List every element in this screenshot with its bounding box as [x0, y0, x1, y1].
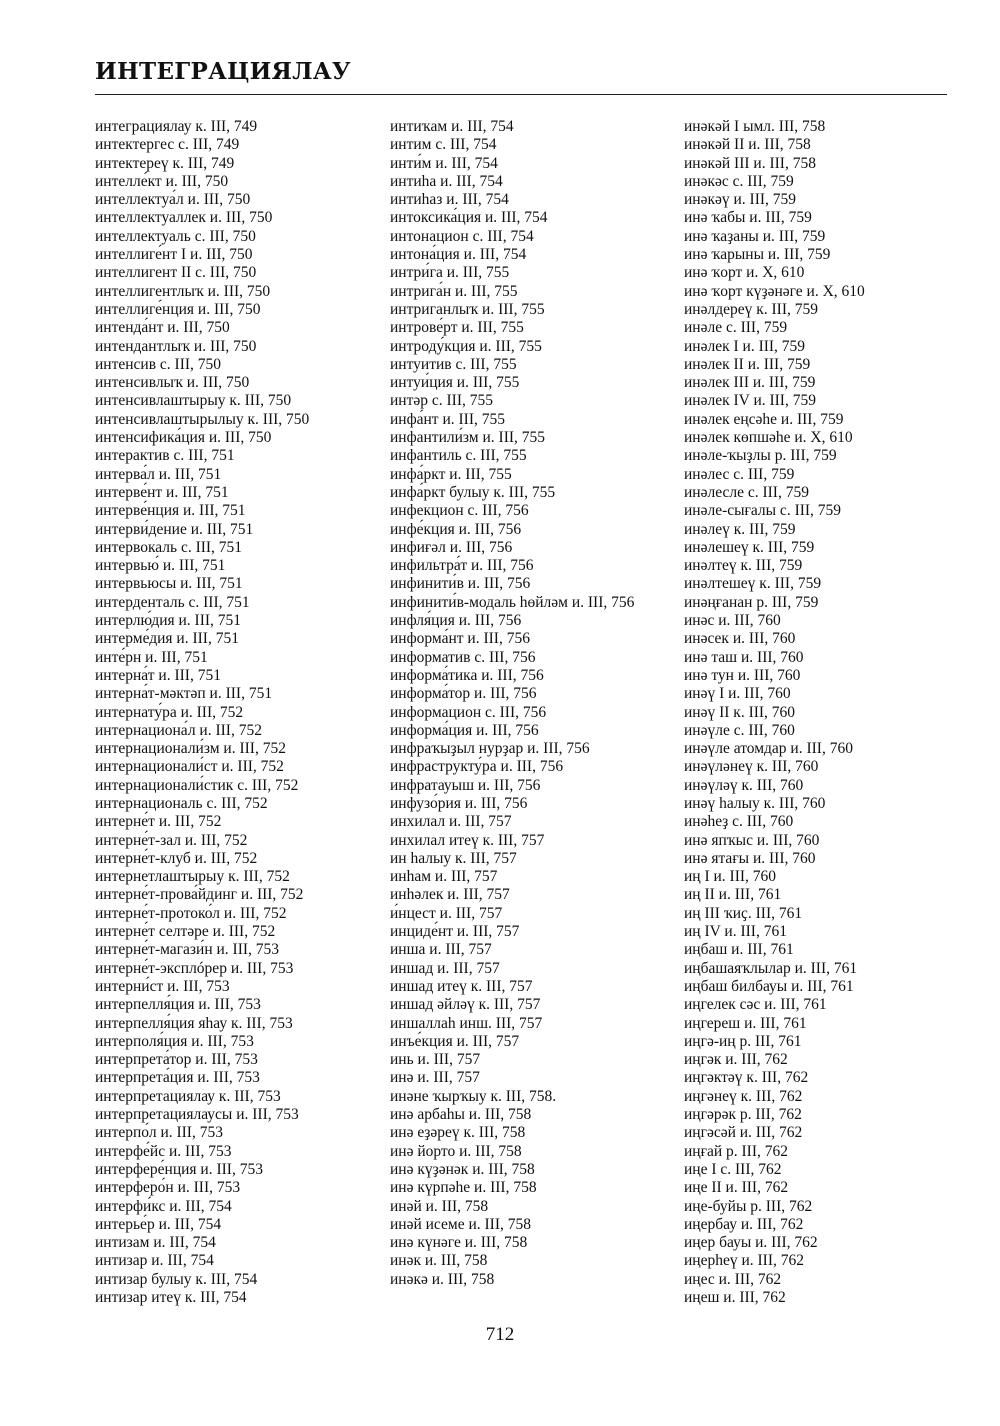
dictionary-entry: иң I и. III, 760 [684, 868, 777, 886]
dictionary-entry: интерферо́н и. III, 753 [95, 1179, 241, 1197]
dictionary-entry: иңбаш и. III, 761 [684, 941, 794, 959]
dictionary-entry: инәүле с. III, 760 [684, 721, 795, 739]
dictionary-entry: иңгереш и. III, 761 [684, 1014, 807, 1032]
dictionary-entry: иң II и. III, 761 [684, 886, 782, 904]
dictionary-entry: инциде́нт и. III, 757 [390, 923, 520, 941]
dictionary-entry: инә и. III, 757 [390, 1069, 480, 1087]
dictionary-entry: интерпрета́ция и. III, 753 [95, 1069, 260, 1087]
dictionary-entry: интерпелля́ция и. III, 753 [95, 996, 261, 1014]
dictionary-entry: иншаллаһ инш. III, 757 [390, 1014, 543, 1032]
dictionary-entry: иңгәрәк р. III, 762 [684, 1106, 802, 1124]
dictionary-entry: иңес и. III, 762 [684, 1270, 782, 1288]
dictionary-entry: интрига́н и. III, 755 [390, 282, 518, 300]
dictionary-entry: инфа́ркт и. III, 755 [390, 465, 512, 483]
dictionary-entry: интрове́рт и. III, 755 [390, 319, 524, 337]
dictionary-entry: и́нцест и. III, 757 [390, 904, 503, 922]
dictionary-entry: интизар итеү к. III, 754 [95, 1289, 247, 1306]
dictionary-entry: иңгәнеү к. III, 762 [684, 1087, 803, 1105]
dictionary-entry: инәкәй III и. III, 758 [684, 154, 816, 172]
dictionary-entry: иңгәк и. III, 762 [684, 1051, 788, 1069]
dictionary-entry: интерпретациялау к. III, 753 [95, 1087, 281, 1105]
dictionary-entry: интерье́р и. III, 754 [95, 1215, 222, 1233]
dictionary-entry: интеллектуа́л и. III, 750 [95, 191, 251, 209]
dictionary-entry: инәүләнеү к. III, 760 [684, 758, 819, 776]
dictionary-entry: иңбаш билбауы и. III, 761 [684, 977, 854, 995]
dictionary-entry: интерполя́ция и. III, 753 [95, 1032, 254, 1050]
dictionary-entry: интернационали́ст и. III, 752 [95, 758, 284, 776]
dictionary-entry: инәңғанан р. III, 759 [684, 593, 819, 611]
dictionary-entry: инте́рн и. III, 751 [95, 648, 208, 666]
dictionary-entry: интизар и. III, 754 [95, 1252, 214, 1270]
dictionary-entry: интерна́т-мәктәп и. III, 751 [95, 685, 273, 703]
dictionary-entry: инә ҡорт күҙәнәге и. X, 610 [684, 282, 865, 300]
dictionary-entry: инә ҡаҙаны и. III, 759 [684, 227, 826, 245]
dictionary-entry: интерпелля́ция яһау к. III, 753 [95, 1014, 293, 1032]
dictionary-entry: интеллиге́нция и. III, 750 [95, 300, 261, 318]
dictionary-entry: информа́ция и. III, 756 [390, 721, 539, 739]
dictionary-entry: инһәлек и. III, 757 [390, 886, 510, 904]
dictionary-entry: иншад и. III, 757 [390, 959, 500, 977]
dictionary-entry: интерпо́л и. III, 753 [95, 1124, 223, 1142]
dictionary-entry: иң IV и. III, 761 [684, 923, 787, 941]
page-number: 712 [485, 1324, 515, 1345]
dictionary-entry: интизам и. III, 754 [95, 1234, 216, 1252]
dictionary-entry: интервьюсы и. III, 751 [95, 575, 243, 593]
dictionary-entry: инәү II к. III, 760 [684, 703, 796, 721]
dictionary-entry: интерне́т-прова́йдинг и. III, 752 [95, 886, 304, 904]
dictionary-entry: инәле с. III, 759 [684, 319, 788, 337]
dictionary-entry: инәлек I и. III, 759 [684, 337, 806, 355]
dictionary-entry: иңбашаяҡлылар и. III, 761 [684, 959, 858, 977]
dictionary-entry: иңербау и. III, 762 [684, 1215, 804, 1233]
dictionary-entry: интернетлаштырыу к. III, 752 [95, 868, 290, 886]
dictionary-entry: иңгәсәй и. III, 762 [684, 1124, 803, 1142]
dictionary-entry: интри́га и. III, 755 [390, 264, 510, 282]
dictionary-entry: иншад итеү к. III, 757 [390, 977, 533, 995]
dictionary-entry: иңе-буйы р. III, 762 [684, 1197, 813, 1215]
dictionary-entry: интим с. III, 754 [390, 136, 497, 154]
dictionary-entry: инфузо́рия и. III, 756 [390, 794, 528, 812]
dictionary-entry: интонацион с. III, 754 [390, 227, 534, 245]
dictionary-entry: интелле́кт и. III, 750 [95, 172, 229, 190]
dictionary-entry: интерва́л и. III, 751 [95, 465, 222, 483]
dictionary-entry: инфинити́в и. III, 756 [390, 575, 531, 593]
dictionary-entry: инфраҡыҙыл нурҙар и. III, 756 [390, 740, 590, 758]
dictionary-entry: интенсивлыҡ и. III, 750 [95, 374, 250, 392]
dictionary-entry: инәһеҙ с. III, 760 [684, 813, 794, 831]
dictionary-entry: инәлеү к. III, 759 [684, 520, 796, 538]
dictionary-entry: инә күҙәнәк и. III, 758 [390, 1160, 535, 1178]
dictionary-entry: иншад әйләү к. III, 757 [390, 996, 541, 1014]
dictionary-entry: интерне́т селтәре и. III, 752 [95, 923, 276, 941]
dictionary-entry: интәр с. III, 755 [390, 392, 493, 410]
dictionary-entry: интерфере́нция и. III, 753 [95, 1160, 263, 1178]
dictionary-entry: инә ятағы и. III, 760 [684, 849, 816, 867]
dictionary-entry: интроду́кция и. III, 755 [390, 337, 542, 355]
dictionary-entry: интерне́т-зал и. III, 752 [95, 831, 248, 849]
dictionary-entry: интерве́нт и. III, 751 [95, 483, 229, 501]
dictionary-entry: интерме́дия и. III, 751 [95, 630, 239, 648]
dictionary-entry: инәүле атомдар и. III, 760 [684, 740, 853, 758]
dictionary-entry: интенсивлаштырылыу к. III, 750 [95, 410, 310, 428]
dictionary-entry: инәле-ҡыҙлы р. III, 759 [684, 447, 837, 465]
dictionary-entry: интерпрета́тор и. III, 753 [95, 1051, 258, 1069]
dictionary-entry: инфа́нт и. III, 755 [390, 410, 505, 428]
dictionary-entry: интиҡам и. III, 754 [390, 118, 514, 135]
dictionary-entry: инәү I и. III, 760 [684, 685, 791, 703]
dictionary-entry: интернационали́стик с. III, 752 [95, 776, 299, 794]
dictionary-entry: инәү һалыу к. III, 760 [684, 794, 826, 812]
dictionary-entry: инә ҡорт и. X, 610 [684, 264, 805, 282]
dictionary-entry: интенда́нт и. III, 750 [95, 319, 230, 337]
dictionary-entry: интиһа и. III, 754 [390, 172, 503, 190]
dictionary-entry: иңе II и. III, 762 [684, 1179, 789, 1197]
dictionary-entry: интерни́ст и. III, 753 [95, 977, 230, 995]
dictionary-entry: интернациона́л и. III, 752 [95, 721, 262, 739]
dictionary-entry: инъе́кция и. III, 757 [390, 1032, 520, 1050]
dictionary-entry: интерне́т-эксплóрер и. III, 753 [95, 959, 294, 977]
dictionary-column-3 [684, 118, 946, 1307]
dictionary-entry: инәлес с. III, 759 [684, 465, 795, 483]
dictionary-entry: инһам и. III, 757 [390, 868, 498, 886]
dictionary-entry: инәлек көпшәһе и. X, 610 [684, 429, 853, 447]
dictionary-entry: инәкәс с. III, 759 [684, 172, 794, 190]
dictionary-entry: интенсив с. III, 750 [95, 355, 222, 373]
dictionary-column-1 [95, 118, 357, 1307]
dictionary-entry: инь и. III, 757 [390, 1051, 481, 1069]
dictionary-entry: инфильтра́т и. III, 756 [390, 557, 534, 575]
dictionary-entry: информатив с. III, 756 [390, 648, 536, 666]
dictionary-entry: интерденталь с. III, 751 [95, 593, 250, 611]
dictionary-entry: инфраструкту́ра и. III, 756 [390, 758, 564, 776]
dictionary-entry: интенсифика́ция и. III, 750 [95, 429, 272, 447]
dictionary-entry: инәкәү и. III, 759 [684, 191, 797, 209]
dictionary-entry: интерве́нция и. III, 751 [95, 502, 246, 520]
dictionary-entry: интерви́дение и. III, 751 [95, 520, 254, 538]
dictionary-entry: инәүләү к. III, 760 [684, 776, 804, 794]
dictionary-entry: инфекцион с. III, 756 [390, 502, 529, 520]
dictionary-entry: инә ҡарыны и. III, 759 [684, 246, 831, 264]
dictionary-entry: интерфе́йс и. III, 753 [95, 1142, 232, 1160]
dictionary-entry: интерне́т и. III, 752 [95, 813, 222, 831]
dictionary-entry: интуитив с. III, 755 [390, 355, 517, 373]
dictionary-entry: иңгә-иң р. III, 761 [684, 1032, 802, 1050]
dictionary-entry: интервью́ и. III, 751 [95, 557, 226, 575]
dictionary-entry: инә тун и. III, 760 [684, 666, 801, 684]
dictionary-entry: интеллиге́нт I и. III, 750 [95, 246, 253, 264]
dictionary-entry: инәлешеү к. III, 759 [684, 538, 815, 556]
dictionary-entry: инәле-сығалы с. III, 759 [684, 502, 842, 520]
dictionary-entry: инә йорто и. III, 758 [390, 1142, 522, 1160]
dictionary-entry: инәкәй II и. III, 758 [684, 136, 811, 154]
dictionary-entry: инәкәй I ымл. III, 758 [684, 118, 826, 135]
dictionary-entry: ин һалыу к. III, 757 [390, 849, 517, 867]
dictionary-entry: инә ҡабы и. III, 759 [684, 209, 812, 227]
dictionary-entry: инфинити́в-модаль һөйләм и. III, 756 [390, 593, 635, 611]
dictionary-entry: иңерһеү и. III, 762 [684, 1252, 805, 1270]
dictionary-entry: инфантили́зм и. III, 755 [390, 429, 546, 447]
dictionary-entry: интектергес с. III, 749 [95, 136, 240, 154]
dictionary-entry: инәлдереү к. III, 759 [684, 300, 818, 318]
dictionary-entry: инә япҡыс и. III, 760 [684, 831, 820, 849]
header-rule [95, 94, 947, 95]
dictionary-entry: интерне́т-клуб и. III, 752 [95, 849, 258, 867]
dictionary-entry: иңгелек сәс и. III, 761 [684, 996, 827, 1014]
dictionary-entry: информа́тор и. III, 756 [390, 685, 537, 703]
dictionary-entry: интеллигент II с. III, 750 [95, 264, 257, 282]
dictionary-entry: инә арбаһы и. III, 758 [390, 1106, 532, 1124]
dictionary-entry: инфля́ция и. III, 756 [390, 612, 522, 630]
dictionary-entry: инәй и. III, 758 [390, 1197, 489, 1215]
dictionary-entry: инти́м и. III, 754 [390, 154, 498, 172]
dictionary-entry: интизар булыу к. III, 754 [95, 1270, 258, 1288]
dictionary-entry: интеллектуаллек и. III, 750 [95, 209, 273, 227]
dictionary-entry: иң III ҡиҫ. III, 761 [684, 904, 803, 922]
dictionary-entry: интернациональ с. III, 752 [95, 794, 268, 812]
dictionary-entry: интервокаль с. III, 751 [95, 538, 243, 556]
dictionary-entry: инфантиль с. III, 755 [390, 447, 527, 465]
dictionary-entry: инфиғәл и. III, 756 [390, 538, 513, 556]
dictionary-entry: инә күрпәһе и. III, 758 [390, 1179, 537, 1197]
dictionary-entry: инәлтешеү к. III, 759 [684, 575, 822, 593]
dictionary-entry: интернату́ра и. III, 752 [95, 703, 244, 721]
dictionary-entry: интеллигентлыҡ и. III, 750 [95, 282, 271, 300]
dictionary-entry: интендантлыҡ и. III, 750 [95, 337, 257, 355]
dictionary-entry: интерпретациялаусы и. III, 753 [95, 1106, 299, 1124]
dictionary-entry: интоксика́ция и. III, 754 [390, 209, 548, 227]
dictionary-entry: иңе I с. III, 762 [684, 1160, 782, 1178]
dictionary-entry: инәсек и. III, 760 [684, 630, 796, 648]
dictionary-entry: инәй исеме и. III, 758 [390, 1215, 531, 1233]
dictionary-column-2 [390, 118, 652, 1289]
dictionary-entry: инәлесле с. III, 759 [684, 483, 809, 501]
dictionary-entry: инәлек IV и. III, 759 [684, 392, 816, 410]
dictionary-entry: интерактив с. III, 751 [95, 447, 235, 465]
dictionary-entry: инәлтеү к. III, 759 [684, 557, 803, 575]
dictionary-entry: инфратауыш и. III, 756 [390, 776, 541, 794]
dictionary-entry: инәлек III и. III, 759 [684, 374, 816, 392]
dictionary-entry: интектереү к. III, 749 [95, 154, 235, 172]
dictionary-entry: инәк и. III, 758 [390, 1252, 488, 1270]
dictionary-entry: интерне́т-магази́н и. III, 753 [95, 941, 280, 959]
dictionary-entry: инфе́кция и. III, 756 [390, 520, 522, 538]
dictionary-entry: иңгәктәү к. III, 762 [684, 1069, 809, 1087]
dictionary-entry: информацион с. III, 756 [390, 703, 547, 721]
dictionary-entry: интерна́т и. III, 751 [95, 666, 221, 684]
dictionary-entry: интеграциялау к. III, 749 [95, 118, 258, 135]
dictionary-entry: инәс и. III, 760 [684, 612, 781, 630]
dictionary-entry: инә таш и. III, 760 [684, 648, 804, 666]
dictionary-entry: инхилал и. III, 757 [390, 813, 512, 831]
dictionary-entry: интерне́т-протоко́л и. III, 752 [95, 904, 287, 922]
dictionary-entry: иңғай р. III, 762 [684, 1142, 788, 1160]
dictionary-entry: интриганлыҡ и. III, 755 [390, 300, 545, 318]
dictionary-entry: информа́тика и. III, 756 [390, 666, 544, 684]
dictionary-entry: интерфи́кс и. III, 754 [95, 1197, 232, 1215]
dictionary-entry: инфа́ркт булыу к. III, 755 [390, 483, 556, 501]
dictionary-entry: интона́ция и. III, 754 [390, 246, 527, 264]
dictionary-entry: интерлю́дия и. III, 751 [95, 612, 242, 630]
dictionary-entry: интернационали́зм и. III, 752 [95, 740, 286, 758]
dictionary-entry: инәне ҡырҡыу к. III, 758. [390, 1087, 557, 1105]
dictionary-entry: инә еҙәреү к. III, 758 [390, 1124, 526, 1142]
dictionary-entry: инша и. III, 757 [390, 941, 492, 959]
dictionary-entry: иңеш и. III, 762 [684, 1289, 786, 1306]
dictionary-entry: информа́нт и. III, 756 [390, 630, 530, 648]
dictionary-entry: интиһаз и. III, 754 [390, 191, 509, 209]
dictionary-entry: интеллектуаль с. III, 750 [95, 227, 256, 245]
dictionary-entry: иңер бауы и. III, 762 [684, 1234, 818, 1252]
page-header-title: ИНТЕГРАЦИЯЛАУ [95, 58, 351, 85]
dictionary-entry: инхилал итеү к. III, 757 [390, 831, 545, 849]
dictionary-entry: инәлек II и. III, 759 [684, 355, 811, 373]
dictionary-entry: инә күнәге и. III, 758 [390, 1234, 528, 1252]
dictionary-entry: интенсивлаштырыу к. III, 750 [95, 392, 292, 410]
dictionary-entry: инәлек еңсәһе и. III, 759 [684, 410, 844, 428]
dictionary-entry: инәкә и. III, 758 [390, 1270, 495, 1288]
dictionary-entry: интуи́ция и. III, 755 [390, 374, 520, 392]
